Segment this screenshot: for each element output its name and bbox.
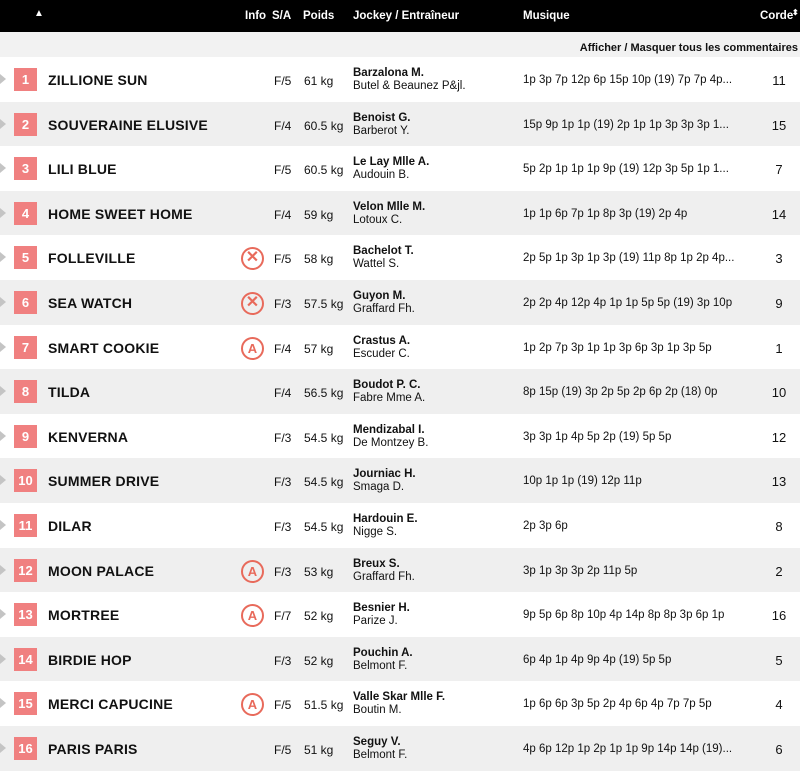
expand-row-icon[interactable]: [0, 74, 6, 84]
runner-number-badge: 7: [14, 336, 37, 359]
runner-weight: 60.5 kg: [304, 163, 344, 178]
runner-sex-age: F/5: [274, 698, 292, 713]
column-header-poids[interactable]: Poids: [303, 10, 335, 22]
sort-toggle-icon[interactable]: ⬍: [792, 8, 799, 17]
runner-jockey[interactable]: Journiac H.: [353, 468, 416, 481]
runner-name[interactable]: SMART COOKIE: [48, 339, 160, 356]
runner-jockey[interactable]: Bachelot T.: [353, 245, 414, 258]
runner-trainer[interactable]: Belmont F.: [353, 659, 408, 672]
runner-name[interactable]: KENVERNA: [48, 428, 129, 445]
expand-row-icon[interactable]: [0, 565, 6, 575]
runner-name[interactable]: LILI BLUE: [48, 161, 117, 178]
runner-jockey[interactable]: Seguy V.: [353, 735, 401, 748]
table-header: [0, 0, 800, 32]
runner-jockey[interactable]: Breux S.: [353, 557, 400, 570]
column-header-jockey[interactable]: Jockey / Entraîneur: [353, 10, 460, 22]
runner-name[interactable]: SOUVERAINE ELUSIVE: [48, 116, 208, 133]
runner-trainer[interactable]: Fabre Mme A.: [353, 392, 426, 405]
runner-trainer[interactable]: Nigge S.: [353, 525, 398, 538]
runner-jockey[interactable]: Guyon M.: [353, 289, 406, 302]
runner-sex-age: F/3: [274, 564, 292, 579]
runner-jockey[interactable]: Benoist G.: [353, 111, 411, 124]
expand-row-icon[interactable]: [0, 297, 6, 307]
table-row[interactable]: [0, 235, 800, 280]
runner-musique: 4p 6p 12p 1p 2p 1p 1p 9p 14p 14p (19)...: [523, 742, 733, 755]
runner-trainer[interactable]: Belmont F.: [353, 748, 408, 761]
runner-name[interactable]: PARIS PARIS: [48, 740, 138, 757]
runner-trainer[interactable]: De Montzey B.: [353, 436, 429, 449]
runner-weight: 58 kg: [304, 252, 334, 267]
runner-number-badge: 8: [14, 380, 37, 403]
runner-number-badge: 12: [14, 559, 37, 582]
table-row[interactable]: [0, 592, 800, 637]
runner-number-badge: 11: [14, 514, 37, 537]
alert-icon[interactable]: A: [241, 337, 264, 360]
runner-weight: 52 kg: [304, 653, 334, 668]
runner-weight: 52 kg: [304, 609, 334, 624]
runner-corde: 2: [775, 563, 783, 579]
runner-musique: 8p 15p (19) 3p 2p 5p 2p 6p 2p (18) 0p: [523, 386, 718, 399]
runner-jockey[interactable]: Le Lay Mlle A.: [353, 156, 430, 169]
runner-sex-age: F/4: [274, 386, 292, 401]
runner-musique: 2p 5p 1p 3p 1p 3p (19) 11p 8p 1p 2p 4p...: [523, 252, 735, 265]
runner-corde: 16: [771, 608, 787, 624]
sort-ascending-icon[interactable]: ▲: [34, 8, 44, 19]
runner-sex-age: F/3: [274, 296, 292, 311]
runner-trainer[interactable]: Escuder C.: [353, 347, 410, 360]
runner-corde: 10: [771, 385, 787, 401]
table-row[interactable]: [0, 369, 800, 414]
runner-weight: 60.5 kg: [304, 118, 344, 133]
runner-number-badge: 16: [14, 737, 37, 760]
runner-trainer[interactable]: Parize J.: [353, 615, 398, 628]
runner-jockey[interactable]: Pouchin A.: [353, 646, 413, 659]
runner-weight: 54.5 kg: [304, 519, 344, 534]
runner-name[interactable]: BIRDIE HOP: [48, 651, 132, 668]
runner-name[interactable]: MORTREE: [48, 607, 120, 624]
runner-number-badge: 15: [14, 692, 37, 715]
runner-weight: 53 kg: [304, 564, 334, 579]
table-row[interactable]: [0, 503, 800, 548]
table-row[interactable]: [0, 325, 800, 370]
table-row[interactable]: [0, 57, 800, 102]
runner-trainer[interactable]: Lotoux C.: [353, 213, 403, 226]
runner-corde: 4: [775, 697, 783, 713]
runner-weight: 51.5 kg: [304, 698, 344, 713]
non-runner-icon[interactable]: ✕: [241, 292, 264, 315]
table-row[interactable]: [0, 681, 800, 726]
runner-corde: 7: [775, 162, 783, 178]
runner-corde: 14: [771, 206, 787, 222]
runner-sex-age: F/5: [274, 252, 292, 267]
column-header-sa[interactable]: S/A: [272, 10, 292, 22]
runner-name[interactable]: FOLLEVILLE: [48, 250, 136, 267]
expand-row-icon[interactable]: [0, 609, 6, 619]
runner-name[interactable]: DILAR: [48, 517, 92, 534]
runner-musique: 3p 3p 1p 4p 5p 2p (19) 5p 5p: [523, 430, 672, 443]
runner-sex-age: F/5: [274, 163, 292, 178]
alert-icon[interactable]: A: [241, 560, 264, 583]
runner-sex-age: F/3: [274, 430, 292, 445]
runner-corde: 3: [775, 251, 783, 267]
expand-row-icon[interactable]: [0, 208, 6, 218]
expand-row-icon[interactable]: [0, 342, 6, 352]
runner-weight: 61 kg: [304, 74, 334, 88]
runner-number-badge: 3: [14, 157, 37, 180]
runner-weight: 57.5 kg: [304, 296, 344, 311]
runner-trainer[interactable]: Boutin M.: [353, 704, 402, 717]
runner-number-badge: 10: [14, 469, 37, 492]
runner-jockey[interactable]: Hardouin E.: [353, 512, 418, 525]
runner-jockey[interactable]: Boudot P. C.: [353, 379, 421, 392]
runner-musique: 3p 1p 3p 3p 2p 11p 5p: [523, 564, 638, 577]
table-row[interactable]: [0, 458, 800, 503]
runner-number-badge: 6: [14, 291, 37, 314]
runner-jockey[interactable]: Besnier H.: [353, 602, 410, 615]
runner-weight: 54.5 kg: [304, 475, 344, 490]
expand-row-icon[interactable]: [0, 252, 6, 262]
toggle-comments-link[interactable]: Afficher / Masquer tous les commentaires: [579, 42, 798, 54]
runner-number-badge: 4: [14, 202, 37, 225]
runner-musique: 2p 3p 6p: [523, 519, 568, 532]
expand-row-icon[interactable]: [0, 119, 6, 129]
runner-number-badge: 9: [14, 425, 37, 448]
runner-name[interactable]: MOON PALACE: [48, 562, 155, 579]
runners-table: [0, 57, 800, 771]
runner-name[interactable]: SUMMER DRIVE: [48, 473, 160, 490]
runner-sex-age: F/4: [274, 118, 292, 133]
runner-sex-age: F/3: [274, 519, 292, 534]
alert-icon[interactable]: A: [241, 693, 264, 716]
expand-row-icon[interactable]: [0, 163, 6, 173]
expand-row-icon[interactable]: [0, 698, 6, 708]
runner-musique: 5p 2p 1p 1p 1p 9p (19) 12p 3p 5p 1p 1...: [523, 163, 729, 176]
runner-trainer[interactable]: Graffard Fh.: [353, 570, 415, 583]
runner-weight: 59 kg: [304, 207, 334, 222]
runner-corde: 6: [775, 741, 783, 757]
runner-musique: 1p 2p 7p 3p 1p 1p 3p 6p 3p 1p 3p 5p: [523, 341, 712, 354]
column-header-corde[interactable]: Corde: [760, 10, 794, 22]
table-row[interactable]: [0, 146, 800, 191]
runner-jockey[interactable]: Mendizabal I.: [353, 423, 425, 436]
runner-musique: 6p 4p 1p 4p 9p 4p (19) 5p 5p: [523, 653, 672, 666]
runner-jockey[interactable]: Velon Mlle M.: [353, 200, 426, 213]
table-row[interactable]: [0, 548, 800, 593]
expand-row-icon[interactable]: [0, 520, 6, 530]
expand-row-icon[interactable]: [0, 475, 6, 485]
runner-number-badge: 2: [14, 113, 37, 136]
column-header-info[interactable]: Info: [245, 10, 267, 22]
runner-jockey[interactable]: Valle Skar Mlle F.: [353, 691, 446, 704]
runner-musique: 1p 1p 6p 7p 1p 8p 3p (19) 2p 4p: [523, 207, 688, 220]
runner-jockey[interactable]: Crastus A.: [353, 334, 411, 347]
table-row[interactable]: [0, 726, 800, 771]
runner-sex-age: F/3: [274, 475, 292, 490]
runner-trainer[interactable]: Graffard Fh.: [353, 302, 415, 315]
runner-weight: 56.5 kg: [304, 386, 344, 401]
table-row[interactable]: [0, 637, 800, 682]
runner-musique: 15p 9p 1p 1p (19) 2p 1p 1p 3p 3p 3p 1...: [523, 118, 729, 131]
table-row[interactable]: [0, 102, 800, 147]
runner-jockey[interactable]: Barzalona M.: [353, 67, 424, 79]
runner-musique: 10p 1p 1p (19) 12p 11p: [523, 475, 642, 488]
runner-name[interactable]: MERCI CAPUCINE: [48, 696, 173, 713]
runner-weight: 54.5 kg: [304, 430, 344, 445]
runner-number-badge: 5: [14, 246, 37, 269]
runner-trainer[interactable]: Butel & Beaunez P&jl.: [353, 80, 466, 92]
column-header-musique[interactable]: Musique: [523, 10, 570, 22]
expand-row-icon[interactable]: [0, 743, 6, 753]
runner-trainer[interactable]: Audouin B.: [353, 169, 410, 182]
runner-number-badge: 13: [14, 603, 37, 626]
runner-weight: 57 kg: [304, 341, 334, 356]
runner-number-badge: 1: [14, 68, 37, 91]
runner-corde: 13: [771, 474, 787, 490]
runner-corde: 11: [772, 73, 786, 88]
runner-trainer[interactable]: Wattel S.: [353, 258, 400, 271]
table-row[interactable]: [0, 414, 800, 459]
runner-musique: 9p 5p 6p 8p 10p 4p 14p 8p 8p 3p 6p 1p: [523, 609, 725, 622]
expand-row-icon[interactable]: [0, 431, 6, 441]
runner-corde: 9: [775, 295, 783, 311]
non-runner-icon[interactable]: ✕: [241, 247, 264, 270]
runner-name[interactable]: SEA WATCH: [48, 294, 133, 311]
runner-corde: 15: [771, 117, 787, 133]
runner-corde: 5: [775, 652, 783, 668]
table-row[interactable]: [0, 280, 800, 325]
runner-weight: 51 kg: [304, 742, 334, 757]
runner-musique: 2p 2p 4p 12p 4p 1p 1p 5p 5p (19) 3p 10p: [523, 296, 733, 309]
runner-sex-age: F/3: [274, 653, 292, 668]
alert-icon[interactable]: A: [241, 604, 264, 627]
runner-corde: 12: [771, 429, 787, 445]
table-row[interactable]: [0, 191, 800, 236]
runner-name[interactable]: ZILLIONE SUN: [48, 72, 148, 88]
runner-trainer[interactable]: Barberot Y.: [353, 124, 410, 137]
runner-name[interactable]: TILDA: [48, 384, 91, 401]
expand-row-icon[interactable]: [0, 386, 6, 396]
runner-name[interactable]: HOME SWEET HOME: [48, 205, 193, 222]
runner-sex-age: F/5: [274, 74, 292, 88]
runner-musique: 1p 6p 6p 3p 5p 2p 4p 6p 4p 7p 7p 5p: [523, 698, 712, 711]
runner-trainer[interactable]: Smaga D.: [353, 481, 405, 494]
runner-sex-age: F/7: [274, 609, 292, 624]
comments-toggle-bar: [0, 32, 800, 57]
runner-musique: 1p 3p 7p 12p 6p 15p 10p (19) 7p 7p 4p...: [523, 74, 733, 86]
runner-corde: 1: [775, 340, 783, 356]
runner-number-badge: 14: [14, 648, 37, 671]
runner-sex-age: F/5: [274, 742, 292, 757]
expand-row-icon[interactable]: [0, 654, 6, 664]
runner-sex-age: F/4: [274, 207, 292, 222]
runner-sex-age: F/4: [274, 341, 292, 356]
runner-corde: 8: [775, 518, 783, 534]
